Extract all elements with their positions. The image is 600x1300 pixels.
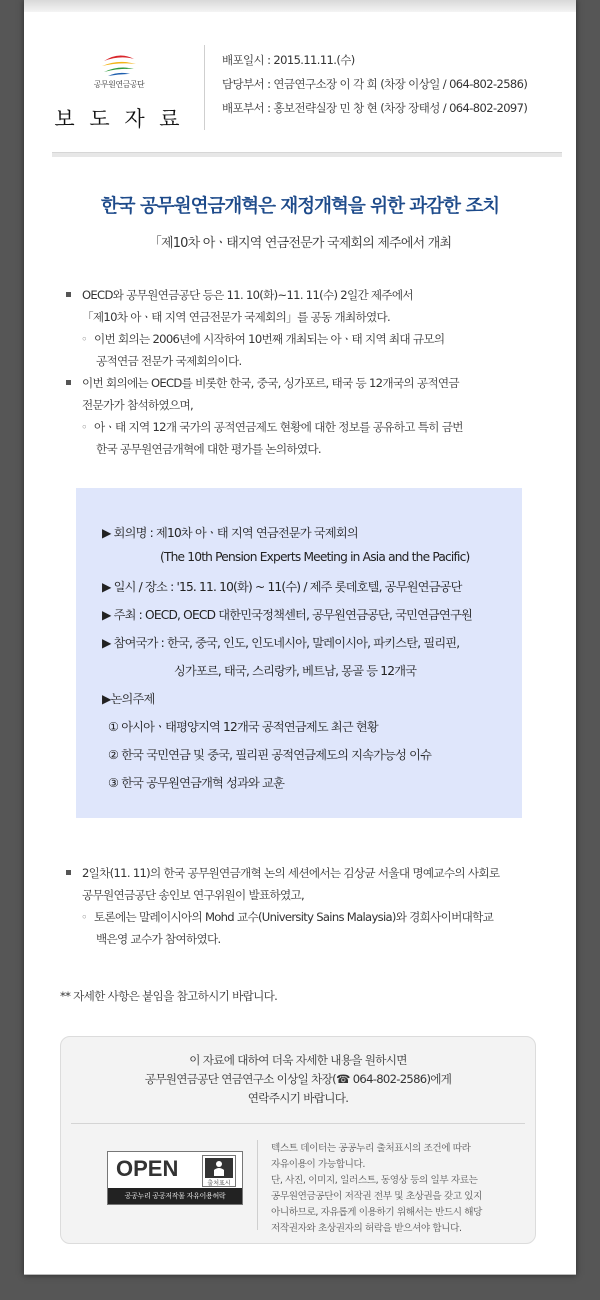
- sub-paragraph: [64, 416, 564, 460]
- info-date-venue: ▶ 일시 / 장소 : '15. 11. 10(화) ~ 11(수) / 제주 롯데호텔, 공무원연금공단: [102, 580, 462, 594]
- attribution-label: 출처표시: [207, 1180, 231, 1187]
- paragraph-line: 이번 회의에는 OECD를 비롯한 한국, 중국, 싱가포르, 태국 등 12개국의 공적연금: [82, 376, 459, 390]
- open-wordmark: OPEN: [116, 1156, 179, 1181]
- body-paragraphs-top: [64, 284, 564, 460]
- org-logo-block: [54, 45, 184, 135]
- license-line: 단, 사진, 이미지, 일러스트, 동영상 등의 일부 자료는: [271, 1175, 478, 1186]
- meeting-info-box: [76, 488, 522, 818]
- document-type-title: 보 도 자 료: [54, 107, 184, 131]
- info-meeting-name: ▶ 회의명 : 제10차 아ㆍ태 지역 연금전문가 국제회의: [102, 526, 358, 540]
- contact-text: [61, 1051, 535, 1108]
- contact-line: 연락주시기 바랍니다.: [247, 1091, 349, 1105]
- body-paragraphs-bottom: [64, 862, 564, 950]
- header-info: [222, 48, 562, 120]
- paragraph-line: 아ㆍ태 지역 12개 국가의 공적연금제도 현황에 대한 정보를 공유하고 특히 금번: [94, 420, 463, 434]
- paragraph: [64, 862, 564, 906]
- paragraph-line: OECD와 공무원연금공단 등은 11. 10(화)~11. 11(수) 2일간 제주에서: [82, 288, 413, 302]
- sub-paragraph: [64, 328, 564, 372]
- license-line: 공무원연금공단이 저작권 전부 및 초상권을 갖고 있지: [271, 1191, 482, 1202]
- paragraph-line: 공무원연금공단 송인보 연구위원이 발표하였고,: [82, 888, 304, 902]
- square-bullet-icon: [66, 870, 71, 875]
- license-divider: [257, 1140, 258, 1230]
- contact-box: [60, 1036, 536, 1244]
- paragraph-line: 이번 회의는 2006년에 시작하여 10번째 개최되는 아ㆍ태 지역 최대 규모의: [94, 332, 445, 346]
- square-bullet-icon: [66, 292, 71, 297]
- paragraph-line: 공적연금 전문가 국제회의이다.: [96, 354, 242, 368]
- paragraph: [64, 372, 564, 416]
- sub-paragraph: [64, 906, 564, 950]
- paragraph-line: 2일차(11. 11)의 한국 공무원연금개혁 논의 세션에서는 김상균 서울대 명예교수의 사회로: [82, 866, 500, 880]
- attribution-icon: [202, 1155, 236, 1187]
- info-topic-item: ② 한국 국민연금 및 중국, 필리핀 공적연금제도의 지속가능성 이슈: [108, 748, 432, 762]
- info-meeting-name-en: (The 10th Pension Experts Meeting in Asia and the Pacific): [160, 550, 470, 564]
- contact-line: 이 자료에 대하여 더욱 자세한 내용을 원하시면: [189, 1053, 407, 1067]
- header-divider: [204, 45, 205, 130]
- dept-distribution: 배포부서 : 홍보전략실장 민 창 현 (차장 장태성 / 064-802-2097): [222, 101, 528, 115]
- sheet-top-edge: [24, 0, 576, 12]
- contact-divider: [71, 1123, 525, 1124]
- info-topic-item: ③ 한국 공무원연금개혁 성과와 교훈: [108, 776, 285, 790]
- dept-in-charge: 담당부서 : 연금연구소장 이 각 희 (차장 이상일 / 064-802-2586): [222, 77, 528, 91]
- paragraph-line: 한국 공무원연금개혁에 대한 평가를 논의하였다.: [96, 442, 321, 456]
- sub-headline: 「제10차 아ㆍ태지역 연금전문가 국제회의 제주에서 개최: [148, 236, 452, 251]
- license-line: 아니하므로, 자유롭게 이용하기 위해서는 반드시 해당: [271, 1207, 482, 1218]
- org-logo-icon: [98, 51, 140, 77]
- header: [54, 40, 559, 140]
- kogl-footer: 공공누리 공공저작물 자유이용허락: [108, 1188, 242, 1204]
- circle-bullet-icon: ◦: [81, 420, 88, 434]
- info-topics-heading: ▶논의주제: [102, 692, 155, 706]
- paragraph-line: 전문가가 참석하였으며,: [82, 398, 193, 412]
- square-bullet-icon: [66, 380, 71, 385]
- org-name: 공무원연금공단: [93, 80, 145, 89]
- header-rule: [52, 152, 562, 157]
- paragraph-line: 백은영 교수가 참여하였다.: [96, 932, 221, 946]
- circle-bullet-icon: ◦: [81, 910, 88, 924]
- release-date: 배포일시 : 2015.11.11.(수): [222, 53, 355, 67]
- headline: 한국 공무원연금개혁은 재정개혁을 위한 과감한 조치: [100, 196, 500, 217]
- license-text: [271, 1141, 529, 1237]
- circle-bullet-icon: ◦: [81, 332, 88, 346]
- paragraph-line: 토론에는 말레이시아의 Mohd 교수(University Sains Malaysia)와 경희사이버대학교: [94, 910, 494, 924]
- press-release-sheet: [24, 0, 576, 1275]
- info-participants-cont: 싱가포르, 태국, 스리랑카, 베트남, 몽골 등 12개국: [174, 664, 417, 678]
- info-host: ▶ 주최 : OECD, OECD 대한민국정책센터, 공무원연금공단, 국민연금연구원: [102, 608, 472, 622]
- person-icon: [212, 1160, 226, 1176]
- kogl-open-badge: [107, 1151, 243, 1205]
- license-line: 자유이용이 가능합니다.: [271, 1159, 365, 1170]
- license-line: 저작권자와 초상권자의 허락을 받으셔야 합니다.: [271, 1223, 462, 1234]
- info-topic-item: ① 아시아ㆍ태평양지역 12개국 공적연금제도 최근 현황: [108, 720, 378, 734]
- license-line: 텍스트 데이터는 공공누리 출처표시의 조건에 따라: [271, 1143, 471, 1154]
- contact-line: 공무원연금공단 연금연구소 이상일 차장(☎ 064-802-2586)에게: [144, 1072, 452, 1086]
- paragraph-line: 「제10차 아ㆍ태 지역 연금전문가 국제회의」를 공동 개최하였다.: [82, 310, 391, 324]
- paragraph: [64, 284, 564, 328]
- reference-note: ** 자세한 사항은 붙임을 참고하시기 바랍니다.: [60, 989, 278, 1003]
- info-participants: ▶ 참여국가 : 한국, 중국, 인도, 인도네시아, 말레이시아, 파키스탄, 필리핀,: [102, 636, 460, 650]
